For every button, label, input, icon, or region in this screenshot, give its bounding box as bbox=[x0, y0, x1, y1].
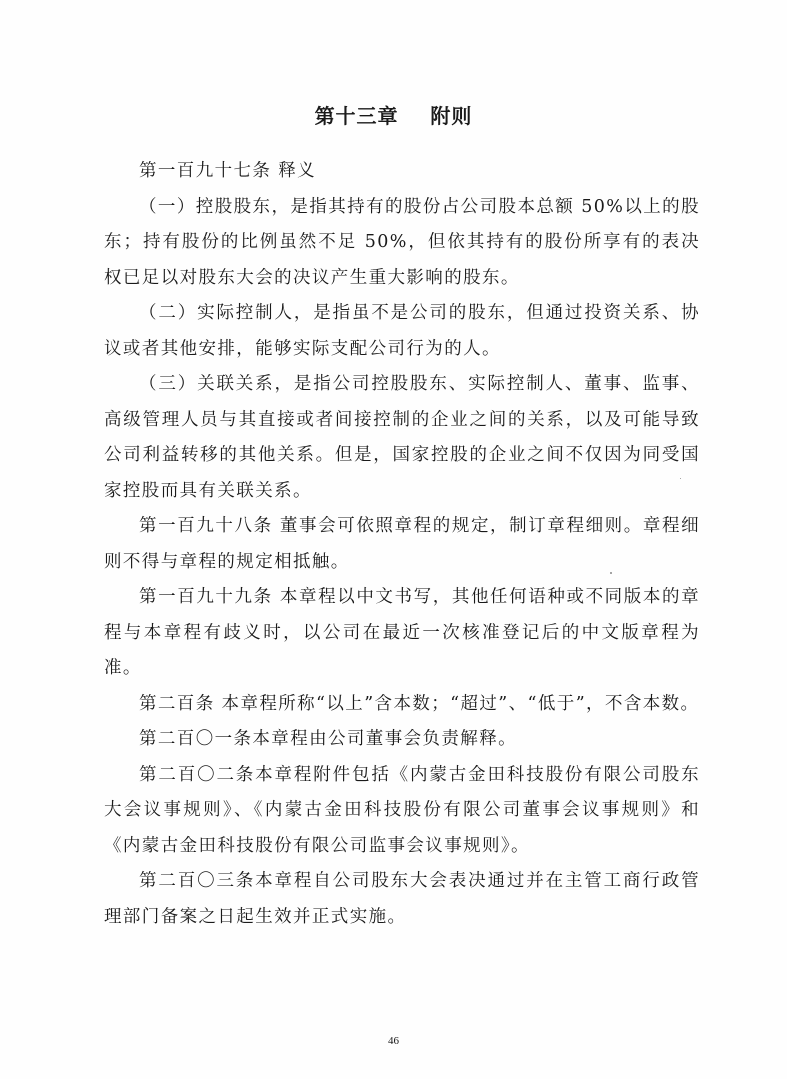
article-200: 第二百条 本章程所称“以上”含本数；“超过”、“低于”，不含本数。 bbox=[139, 693, 700, 714]
article-201: 第二百〇一条本章程由公司董事会负责解释。 bbox=[139, 729, 517, 749]
article-197-heading: 第一百九十七条 释义 bbox=[139, 161, 317, 181]
definition-actual-controller: （二）实际控制人，是指虽不是公司的股东，但通过投资关系、协议或者其他安排，能够实际支配公司行为的人。 bbox=[104, 303, 700, 359]
article-203: 第二百〇三条本章程自公司股东大会表决通过并在主管工商行政管理部门备案之日起生效并正式实施。 bbox=[104, 871, 700, 927]
scan-speck bbox=[610, 572, 612, 574]
article-199: 第一百九十九条 本章程以中文书写，其他任何语种或不同版本的章程与本章程有歧义时，以公司在最近一次核准登记后的中文版章程为准。 bbox=[104, 587, 700, 678]
scan-speck bbox=[680, 478, 681, 479]
page-number: 46 bbox=[388, 1035, 399, 1047]
definition-controlling-shareholder: （一）控股股东，是指其持有的股份占公司股本总额 50%以上的股东；持有股份的比例虽然不足 50%，但依其持有的股份所享有的表决权已足以对股东大会的决议产生重大影响的股东。 bbox=[104, 196, 700, 288]
chapter-title: 第十三章 附则 bbox=[314, 104, 473, 128]
article-198: 第一百九十八条 董事会可依照章程的规定，制订章程细则。章程细则不得与章程的规定相抵触。 bbox=[104, 516, 700, 572]
definition-related-relationship: （三）关联关系，是指公司控股股东、实际控制人、董事、监事、高级管理人员与其直接或者间接控制的企业之间的关系，以及可能导致公司利益转移的其他关系。但是，国家控股的企业之间不仅因为同受国家控股而具有关联关系。 bbox=[104, 374, 700, 501]
document-body bbox=[104, 154, 700, 935]
article-202: 第二百〇二条本章程附件包括《内蒙古金田科技股份有限公司股东大会议事规则》、《内蒙古金田科技股份有限公司董事会议事规则》和《内蒙古金田科技股份有限公司监事会议事规则》。 bbox=[104, 764, 700, 856]
